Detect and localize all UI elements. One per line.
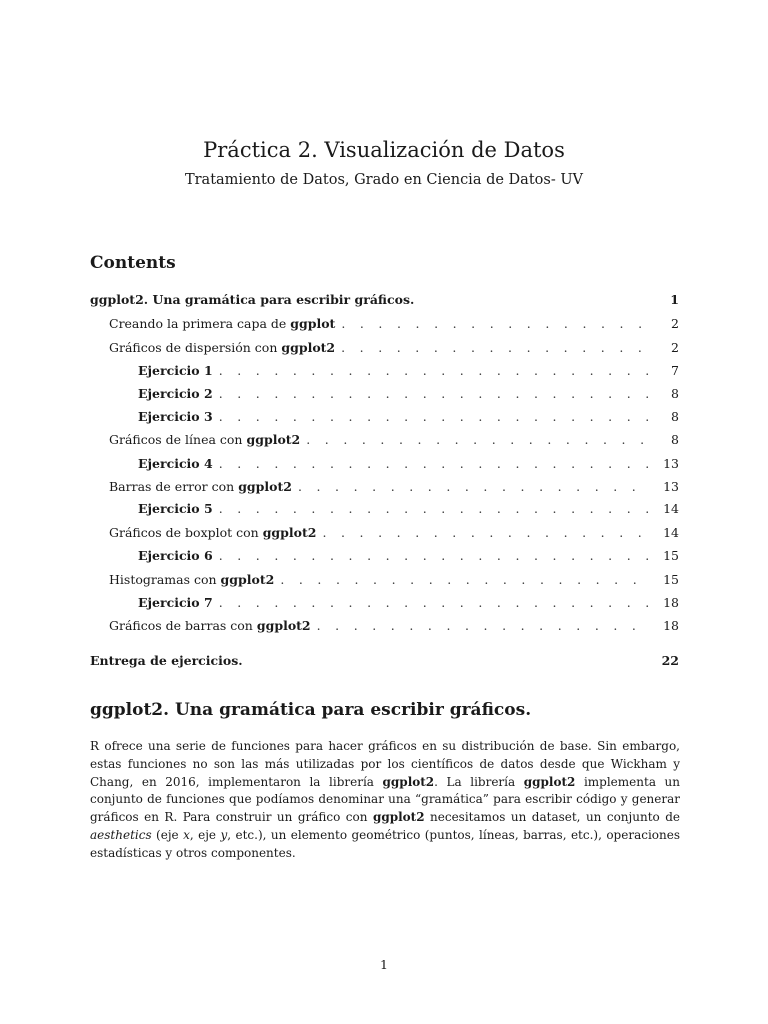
toc-entry-code: ggplot2	[262, 525, 317, 540]
toc-entry-ejercicio-6[interactable]	[138, 547, 679, 565]
toc-leader-dots	[219, 455, 649, 473]
toc-entry-label: Ejercicio 6	[138, 548, 213, 563]
toc-leader-dots	[219, 547, 649, 565]
emphasis-text: y	[220, 827, 228, 842]
toc-entry-page: 7	[671, 363, 679, 378]
toc-entry-label: Gráficos de línea con ggplot2	[109, 432, 301, 447]
section-heading: ggplot2. Una gramática para escribir gráficos.	[90, 700, 532, 720]
toc-entry-code: ggplot2	[238, 479, 292, 494]
toc-entry-code: ggplot2	[220, 572, 275, 587]
toc-entry-page: 1	[670, 292, 679, 307]
inline-code: ggplot2	[372, 810, 425, 825]
toc-entry-histogramas[interactable]	[109, 571, 679, 589]
toc-entry-page: 13	[663, 479, 679, 494]
toc-entry-page: 22	[661, 653, 679, 668]
toc-entry-code: ggplot2	[246, 432, 301, 447]
toc-leader-dots	[219, 362, 649, 380]
toc-entry-page: 15	[663, 572, 679, 587]
toc-entry-dispersion[interactable]	[109, 339, 679, 357]
toc-entry-primera-capa[interactable]	[109, 315, 679, 333]
toc-entry-boxplot[interactable]	[109, 524, 679, 542]
toc-entry-label: Ejercicio 3	[138, 409, 213, 424]
toc-entry-page: 13	[663, 456, 679, 471]
toc-entry-label: Ejercicio 2	[138, 386, 213, 401]
toc-entry-label: Histogramas con ggplot2	[109, 572, 275, 587]
toc-entry-page: 8	[671, 386, 679, 401]
toc-entry-code: ggplot	[290, 316, 336, 331]
toc-entry-ggplot2-section[interactable]	[90, 291, 679, 309]
toc-leader-dots	[341, 339, 649, 357]
document-title: Práctica 2. Visualización de Datos	[203, 138, 565, 162]
toc-entry-label: ggplot2. Una gramática para escribir gráficos.	[90, 292, 415, 307]
toc-entry-ejercicio-4[interactable]	[138, 455, 679, 473]
toc-entry-page: 18	[663, 595, 679, 610]
toc-leader-dots	[341, 315, 649, 333]
toc-entry-label: Ejercicio 5	[138, 501, 213, 516]
toc-entry-label: Barras de error con ggplot2	[109, 479, 292, 494]
toc-entry-ejercicio-1[interactable]	[138, 362, 679, 380]
toc-entry-page: 14	[663, 525, 679, 540]
toc-leader-dots	[219, 500, 649, 518]
toc-leader-dots	[306, 431, 649, 449]
body-paragraph: R ofrece una serie de funciones para hacer gráficos en su distribución de base. Sin embargo, estas funciones no son las más utilizadas por los científicos de datos desde que Wickham y Chang, en 2016, implementaron la librería ggplot2. La librería ggplot2 implementa un conjunto de funciones que podíamos denominar una “gramática” para escribir código y generar gráficos en R. Para construir un gráfico con ggplot2 necesitamos un dataset, un conjunto de aesthetics (eje x, eje y, etc.), un elemento geométrico (puntos, líneas, barras, etc.), operaciones estadísticas y otros componentes.	[90, 739, 681, 860]
toc-entry-page: 14	[663, 501, 679, 516]
inline-code: ggplot2	[523, 774, 576, 789]
toc-entry-ejercicio-2[interactable]	[138, 385, 679, 403]
toc-entry-page: 8	[671, 409, 679, 424]
toc-leader-dots	[219, 594, 649, 612]
toc-entry-label: Ejercicio 1	[138, 363, 213, 378]
toc-entry-label: Gráficos de dispersión con ggplot2	[109, 340, 336, 355]
toc-entry-ejercicio-7[interactable]	[138, 594, 679, 612]
toc-leader-dots	[219, 408, 649, 426]
toc-entry-page: 2	[671, 316, 679, 331]
toc-entry-label: Ejercicio 4	[138, 456, 213, 471]
toc-leader-dots	[317, 617, 649, 635]
toc-entry-label: Gráficos de boxplot con ggplot2	[109, 525, 317, 540]
toc-leader-dots	[322, 524, 649, 542]
toc-entry-page: 8	[671, 432, 679, 447]
toc-entry-label: Ejercicio 7	[138, 595, 213, 610]
toc-entry-page: 18	[663, 618, 679, 633]
toc-entry-page: 2	[671, 340, 679, 355]
toc-entry-barras-error[interactable]	[109, 478, 679, 496]
toc-entry-barras[interactable]	[109, 617, 679, 635]
toc-entry-entrega[interactable]	[90, 652, 679, 670]
toc-entry-code: ggplot2	[281, 340, 336, 355]
page-number: 1	[380, 957, 388, 972]
toc-entry-page: 15	[663, 548, 679, 563]
toc-leader-dots	[219, 385, 649, 403]
emphasis-text: x	[183, 827, 190, 842]
toc-entry-linea[interactable]	[109, 431, 679, 449]
toc-leader-dots	[298, 478, 649, 496]
toc-entry-label: Entrega de ejercicios.	[90, 653, 243, 668]
toc-leader-dots	[280, 571, 649, 589]
toc-entry-code: ggplot2	[256, 618, 311, 633]
toc-entry-ejercicio-3[interactable]	[138, 408, 679, 426]
toc-entry-ejercicio-5[interactable]	[138, 500, 679, 518]
toc-entry-label: Gráficos de barras con ggplot2	[109, 618, 311, 633]
toc-entry-label: Creando la primera capa de ggplot	[109, 316, 336, 331]
inline-code: ggplot2	[382, 774, 435, 789]
emphasis-text: aesthetics	[90, 827, 152, 842]
document-subtitle: Tratamiento de Datos, Grado en Ciencia de Datos- UV	[184, 172, 584, 188]
contents-heading: Contents	[90, 253, 176, 273]
